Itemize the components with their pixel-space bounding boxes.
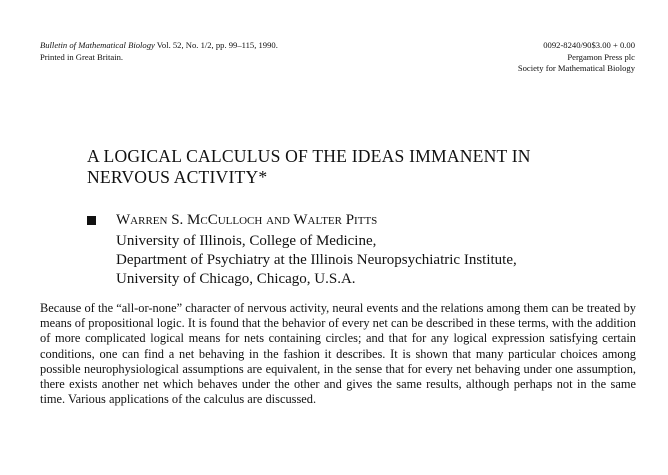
title-line-2: NERVOUS ACTIVITY* bbox=[87, 167, 268, 187]
paper-title bbox=[87, 146, 647, 188]
affiliation bbox=[116, 232, 517, 288]
abstract: Because of the “all-or-none” character of nervous activity, neural events and the relations among them can be treated by means of propositional logic. It is found that the behavior of every net can be described in these terms, with the addition of more complicated logical means for nets containing circles; and that for any logical expression satisfying certain conditions, one can find a net behaving in the fashion it describes. It is shown that many particular choices among possible neurophysiological assumptions are equivalent, in the sense that for every net behaving under one assumption, there exists another net which behaves under the other and gives the same results, although perhaps not in the same time. Various applications of the calculus are discussed. bbox=[40, 301, 636, 407]
citation-details: Vol. 52, No. 1/2, pp. 99–115, 1990. bbox=[154, 40, 278, 50]
author-names: Warren S. McCulloch and Walter Pitts bbox=[116, 212, 378, 228]
affiliation-line-3: University of Chicago, Chicago, U.S.A. bbox=[116, 270, 356, 287]
printed-in: Printed in Great Britain. bbox=[40, 51, 124, 62]
publisher-name: Pergamon Press plc bbox=[567, 51, 635, 62]
title-line-1: A LOGICAL CALCULUS OF THE IDEAS IMMANENT IN bbox=[87, 146, 531, 166]
journal-name: Bulletin of Mathematical Biology bbox=[40, 40, 155, 50]
affiliation-line-2: Department of Psychiatry at the Illinois Neuropsychiatric Institute, bbox=[116, 251, 517, 268]
bullet-square-icon bbox=[87, 216, 96, 225]
affiliation-line-1: University of Illinois, College of Medicine, bbox=[116, 233, 377, 249]
publisher-header bbox=[518, 40, 635, 75]
citation-line bbox=[40, 40, 278, 52]
issn-code: 0092-8240/90$3.00 + 0.00 bbox=[543, 40, 635, 50]
society-name: Society for Mathematical Biology bbox=[517, 63, 635, 73]
citation-header bbox=[40, 40, 278, 63]
